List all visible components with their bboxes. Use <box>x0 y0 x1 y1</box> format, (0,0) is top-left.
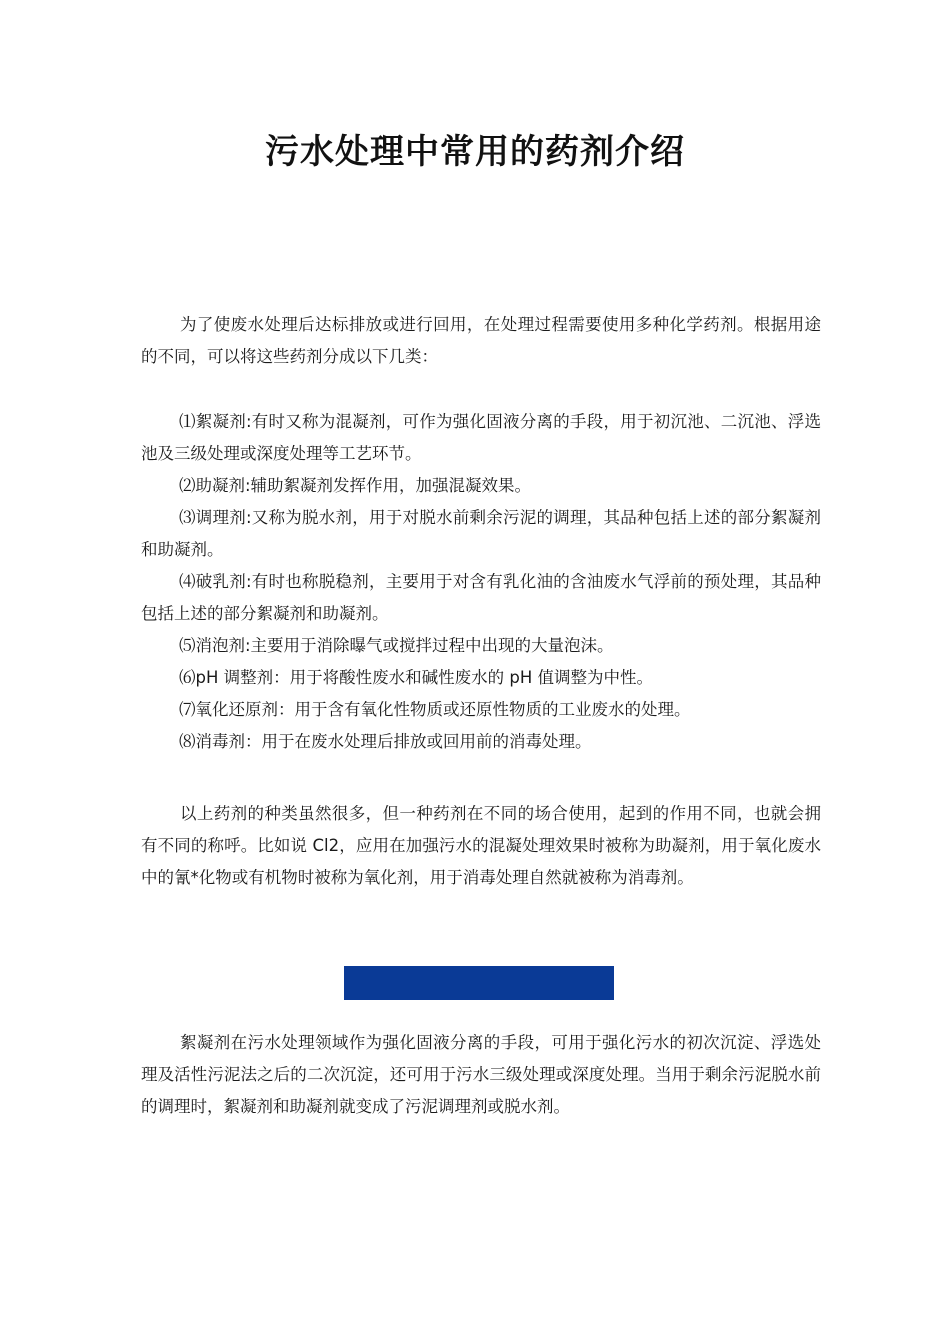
list-item: ⑺氧化还原剂：用于含有氧化性物质或还原性物质的工业废水的处理。 <box>179 700 691 719</box>
list-item: ⑷破乳剂:有时也称脱稳剂，主要用于对含有乳化油的含油废水气浮前的预处理，其品种包括上述的部分絮凝剂和助凝剂。 <box>141 572 821 623</box>
list-item: ⑹pH 调整剂：用于将酸性废水和碱性废水的 pH 值调整为中性。 <box>179 668 653 687</box>
flocculant-paragraph: 絮凝剂在污水处理领域作为强化固液分离的手段，可用于强化污水的初次沉淀、浮选处理及活性污泥法之后的二次沉淀，还可用于污水三级处理或深度处理。当用于剩余污泥脱水前的调理时，絮凝剂和助凝剂就变成了污泥调理剂或脱水剂。 <box>141 1033 821 1116</box>
intro-paragraph: 为了使废水处理后达标排放或进行回用，在处理过程需要使用多种化学药剂。根据用途的不同，可以将这些药剂分成以下几类： <box>141 315 821 366</box>
list-item: ⑸消泡剂:主要用于消除曝气或搅拌过程中出现的大量泡沫。 <box>179 636 614 655</box>
summary-block <box>141 798 821 894</box>
section-banner <box>344 966 614 1000</box>
summary-paragraph: 以上药剂的种类虽然很多，但一种药剂在不同的场合使用，起到的作用不同，也就会拥有不同的称呼。比如说 Cl2，应用在加强污水的混凝处理效果时被称为助凝剂，用于氧化废水中的氰*化物或有机物时被称为氧化剂，用于消毒处理自然就被称为消毒剂。 <box>141 804 821 887</box>
list-item: ⑶调理剂:又称为脱水剂，用于对脱水前剩余污泥的调理，其品种包括上述的部分絮凝剂和助凝剂。 <box>141 508 821 559</box>
category-list <box>141 406 821 758</box>
intro-block <box>141 309 821 373</box>
list-item: ⑴絮凝剂:有时又称为混凝剂，可作为强化固液分离的手段，用于初沉池、二沉池、浮选池及三级处理或深度处理等工艺环节。 <box>141 412 821 463</box>
page-title: 污水处理中常用的药剂介绍 <box>265 132 685 172</box>
list-item: ⑵助凝剂:辅助絮凝剂发挥作用，加强混凝效果。 <box>179 476 532 495</box>
list-item: ⑻消毒剂：用于在废水处理后排放或回用前的消毒处理。 <box>179 732 592 751</box>
flocculant-block <box>141 1027 821 1123</box>
